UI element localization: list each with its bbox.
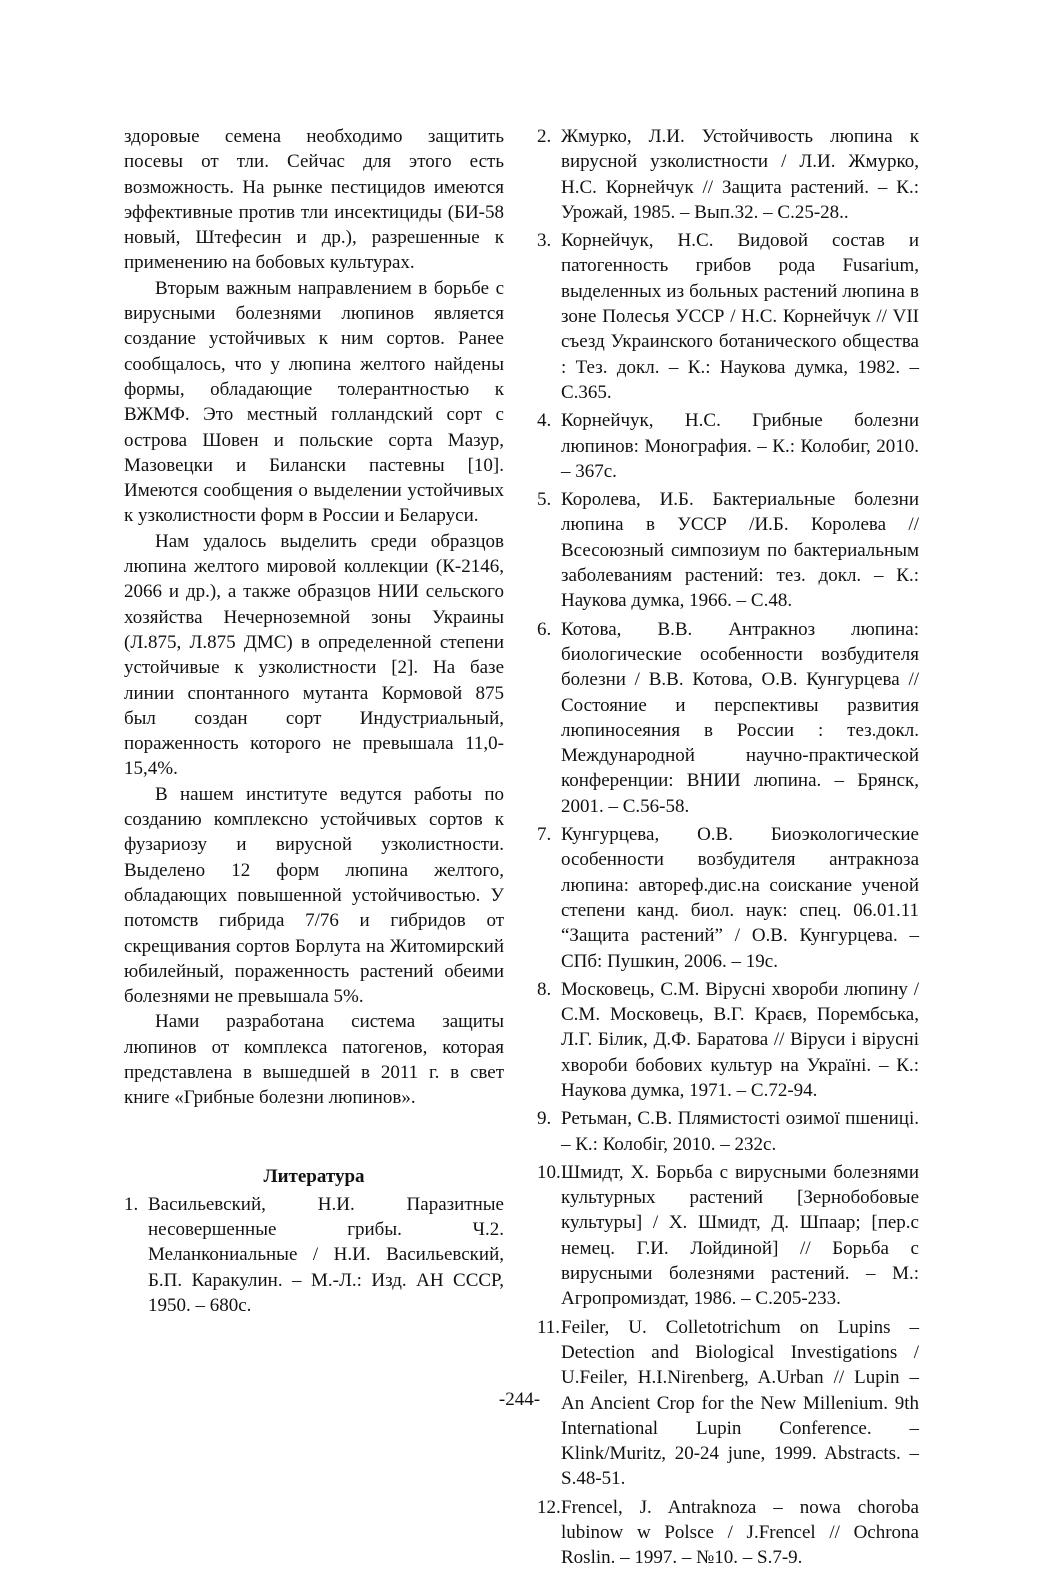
reference-item (537, 228, 919, 405)
reference-text: Жмурко, Л.И. Устойчивость люпина к вирусной узколистности / Л.И. Жмурко, Н.С. Корнейчук // Защита растений. – К.: Урожай, 1985. – Вып.32. – С.25-28.. (561, 126, 919, 223)
reference-item (537, 124, 919, 225)
reference-item (537, 487, 919, 613)
reference-number: 9. (537, 1108, 552, 1130)
reference-text: Frencel, J. Antraknoza – nowa choroba lubinow w Polsce / J.Frencel // Ochrona Roslin. – 1997. – №10. – S.7-9. (561, 1496, 919, 1569)
reference-number: 2. (537, 126, 552, 147)
reference-number: 10. (537, 1161, 561, 1183)
reference-number: 12. (537, 1496, 561, 1518)
reference-text: Корнейчук, Н.С. Грибные болезни люпинов: Монография. – К.: Колобиг, 2010. – 367с. (561, 410, 919, 482)
reference-item (537, 617, 919, 819)
reference-number: 5. (537, 489, 552, 511)
paragraph: Вторым важным направлением в борьбе с вирусными болезнями люпинов является создание устойчивых к ним сортов. Ранее сообщалось, что у люпина желтого найдены формы, обладающие толерантностью к ВЖМФ. Это местный голландский сорт с острова Шовен и польские сорта Мазур, Мазовецки и Биланcки пастевны [10]. Имеются сообщения о выделении устойчивых к узколистности форм в России и Беларуси. (124, 277, 504, 527)
reference-number: 7. (537, 824, 552, 846)
reference-item (124, 1192, 504, 1318)
reference-text: Кунгурцева, О.В. Биоэкологические особенности возбудителя антракноза люпина: автореф.дис.на соискание ученой степени канд. биол. наук: спец. 06.01.11 “Защита растений” / О.В. Кунгурцева. – СПб: Пушкин, 2006. – 19с. (561, 824, 919, 972)
paragraph: Нами разработана система защиты люпинов от комплекса патогенов, которая представлена в вышедшей в 2011 г. в свет книге «Грибные болезни люпинов». (124, 1011, 504, 1109)
reference-text: Котова, В.В. Антракноз люпина: биологические особенности возбудителя болезни / В.В. Котова, О.В. Кунгурцева // Состояние и перспективы развития люпиносеяния в России : тез.докл. Международной научно-практической конференции: ВНИИ люпина. – Брянск, 2001. – С.56-58. (561, 618, 919, 817)
reference-item (537, 1160, 919, 1312)
reference-list-left (124, 1192, 504, 1318)
reference-item (537, 1106, 919, 1157)
reference-number: 4. (537, 410, 552, 432)
references-heading: Литература (263, 1165, 365, 1187)
reference-number: 6. (537, 618, 552, 640)
reference-text: Ретьман, С.В. Плямистості озимої пшениці. – К.: Колобіг, 2010. – 232с. (561, 1108, 919, 1155)
page-number: -244- (498, 1389, 541, 1410)
reference-item (537, 822, 919, 974)
reference-text: Московець, С.М. Вірусні хвороби люпину / С.М. Московець, В.Г. Краєв, Порембська, Л.Г. Білик, Д.Ф. Баратова // Віруси і вірусні хвороби бобових культур на Україні. – К.: Наукова думка, 1971. – С.72-94. (561, 978, 919, 1101)
reference-number: 1. (124, 1193, 139, 1215)
reference-text: Feiler, U. Colletotrichum on Lupins – Detection and Biological Investigations / U.Feiler, H.I.Nirenberg, A.Urban // Lupin – An Ancient Crop for the New Millenium. 9th International Lupin Conference. – Klink/Muritz, 20-24 june, 1999. Abstracts. – S.48-51. (561, 1316, 919, 1490)
reference-item (537, 408, 919, 484)
right-column (537, 124, 919, 1574)
reference-text: Королева, И.Б. Бактериальные болезни люпина в УССР /И.Б. Королева // Всесоюзный симпозиум по бактериальным заболеваниям растений: тез. докл. – К.: Наукова думка, 1966. – С.48. (561, 489, 919, 612)
reference-number: 11. (537, 1316, 561, 1338)
left-column (124, 124, 504, 1321)
reference-text: Васильевский, Н.И. Паразитные несовершенные грибы. Ч.2. Меланкониальные / Н.И. Васильевский, Б.П. Каракулин. – М.-Л.: Изд. АН СССР, 1950. – 680с. (148, 1193, 504, 1317)
reference-number: 8. (537, 978, 552, 1000)
paragraph: В нашем институте ведутся работы по созданию комплексно устойчивых сортов к фузариозу и вирусной узколистности. Выделено 12 форм люпина желтого, обладающих повышенной устойчивостью. У потомств гибрида 7/76 и гибридов от скрещивания сортов Борлута на Житомирский юбилейный, пораженность растений обеими болезнями не превышала 5%. (124, 783, 504, 1008)
reference-number: 3. (537, 230, 552, 252)
reference-item (537, 1495, 919, 1571)
reference-item (537, 977, 919, 1103)
reference-list-right (537, 124, 919, 1571)
paragraph: Нам удалось выделить среди образцов люпина желтого мировой коллекции (К-2146, 2066 и др.), а также образцов НИИ сельского хозяйства Нечерноземной зоны Украины (Л.875, Л.875 ДМС) в определенной степени устойчивые к узколистности [2]. На базе линии спонтанного мутанта Кормовой 875 был создан сорт Индустриальный, пораженность которого не превышала 11,0-15,4%. (124, 530, 504, 780)
paragraph-continuation: здоровые семена необходимо защитить посевы от тли. Сейчас для этого есть возможность. На рынке пестицидов имеются эффективные против тли инсектициды (БИ-58 новый, Штефесин и др.), разрешенные к применению на бобовых культурах. (124, 126, 504, 274)
reference-text: Шмидт, Х. Борьба с вирусными болезнями культурных растений [Зернобобовые культуры] / Х. Шмидт, Д. Шпаар; [пер.с немец. Г.И. Лойдиной] // Борьба с вирусными болезнями растений. – М.: Агропромиздат, 1986. – С.205-233. (561, 1161, 919, 1310)
reference-text: Корнейчук, Н.С. Видовой состав и патогенность грибов рода Fusarium, выделенных из больных растений люпина в зоне Полесья УССР / Н.С. Корнейчук // VII съезд Украинского ботанического общества : Тез. докл. – К.: Наукова думка, 1982. – С.365. (561, 230, 919, 403)
